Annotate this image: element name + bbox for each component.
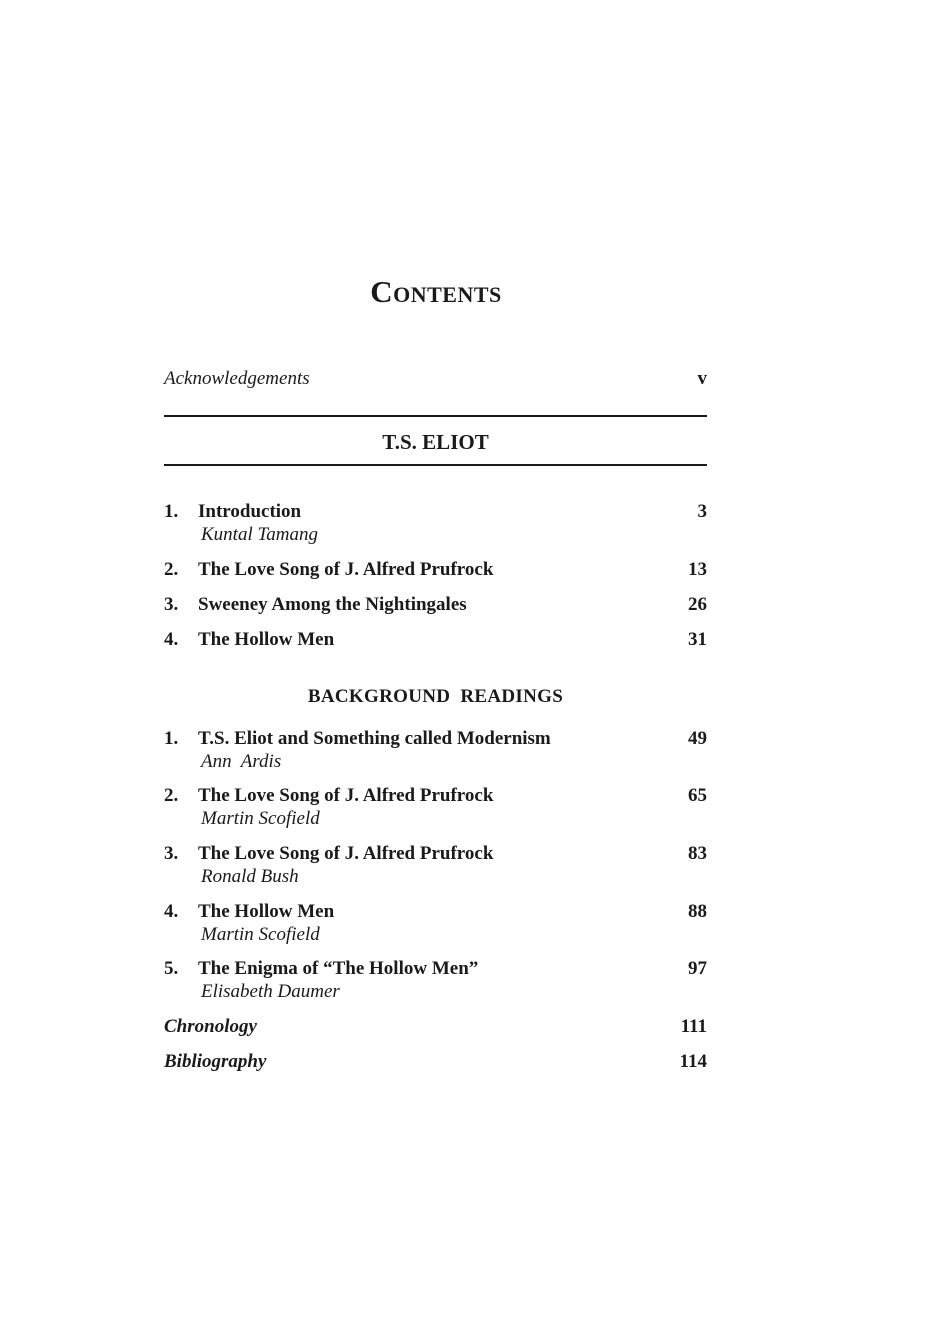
toc-entry: [164, 727, 707, 772]
toc-entry-label: Chronology: [164, 1016, 257, 1037]
toc-entry-number: 1.: [164, 728, 179, 749]
toc-entry-number: 3.: [164, 594, 179, 615]
toc-entry-page: 13: [688, 559, 707, 580]
toc-entry-page: 97: [688, 958, 707, 979]
toc-entry-page: 31: [688, 629, 707, 650]
toc-entry-chronology: [164, 1015, 707, 1039]
toc-entry-title: The Hollow Men: [198, 629, 335, 650]
toc-entry-author: Elisabeth Daumer: [201, 981, 340, 1002]
toc-entry: [164, 593, 707, 617]
toc-entry-title: The Hollow Men: [198, 901, 335, 922]
toc-entry-page: 49: [688, 728, 707, 749]
toc-entry-number: 5.: [164, 958, 179, 979]
toc-entry-number: 4.: [164, 901, 179, 922]
toc-entry: [164, 957, 707, 1002]
toc-entry-author: Ann Ardis: [201, 751, 282, 772]
toc-entry-number: 2.: [164, 785, 179, 806]
toc-entry-page: 111: [680, 1016, 707, 1037]
toc-entry-page: 65: [688, 785, 707, 806]
toc-entry-page: v: [697, 368, 707, 389]
toc-entry: [164, 628, 707, 652]
toc-entry: [164, 900, 707, 945]
toc-entry-title: Introduction: [198, 501, 302, 522]
toc-entry: [164, 500, 707, 545]
section-divider-top: [164, 415, 707, 417]
toc-entry-author: Martin Scofield: [201, 808, 320, 829]
toc-entry-page: 26: [688, 594, 707, 615]
toc-entry-bibliography: [164, 1050, 707, 1074]
toc-entry-number: 3.: [164, 843, 179, 864]
toc-entry-title: The Love Song of J. Alfred Prufrock: [198, 843, 494, 864]
toc-entry-title: T.S. Eliot and Something called Modernism: [198, 728, 551, 749]
toc-entry-author: Ronald Bush: [201, 866, 299, 887]
toc-entry-page: 83: [688, 843, 707, 864]
toc-entry-number: 2.: [164, 559, 179, 580]
toc-entry-title: The Love Song of J. Alfred Prufrock: [198, 785, 494, 806]
toc-entry-page: 88: [688, 901, 707, 922]
toc-entry-title: The Love Song of J. Alfred Prufrock: [198, 559, 494, 580]
toc-entry-author: Kuntal Tamang: [201, 524, 319, 545]
section-heading-author: T.S. ELIOT: [382, 430, 489, 454]
toc-entry-number: 1.: [164, 501, 179, 522]
toc-entry-title: Sweeney Among the Nightingales: [198, 594, 467, 615]
toc-entry-page: 114: [679, 1051, 707, 1072]
section-divider-bottom: [164, 464, 707, 466]
page-title: Contents: [370, 274, 502, 309]
toc-entry-title: The Enigma of “The Hollow Men”: [198, 958, 479, 979]
toc-entry: [164, 558, 707, 582]
toc-entry-number: 4.: [164, 629, 179, 650]
section-heading-background: BACKGROUND READINGS: [307, 686, 564, 707]
toc-entry-label: Acknowledgements: [164, 368, 310, 389]
toc-entry-label: Bibliography: [164, 1051, 267, 1072]
toc-entry-acknowledgements: [164, 367, 707, 391]
toc-entry: [164, 842, 707, 887]
toc-entry: [164, 784, 707, 829]
toc-entry-author: Martin Scofield: [201, 924, 320, 945]
toc-entry-page: 3: [697, 501, 707, 522]
